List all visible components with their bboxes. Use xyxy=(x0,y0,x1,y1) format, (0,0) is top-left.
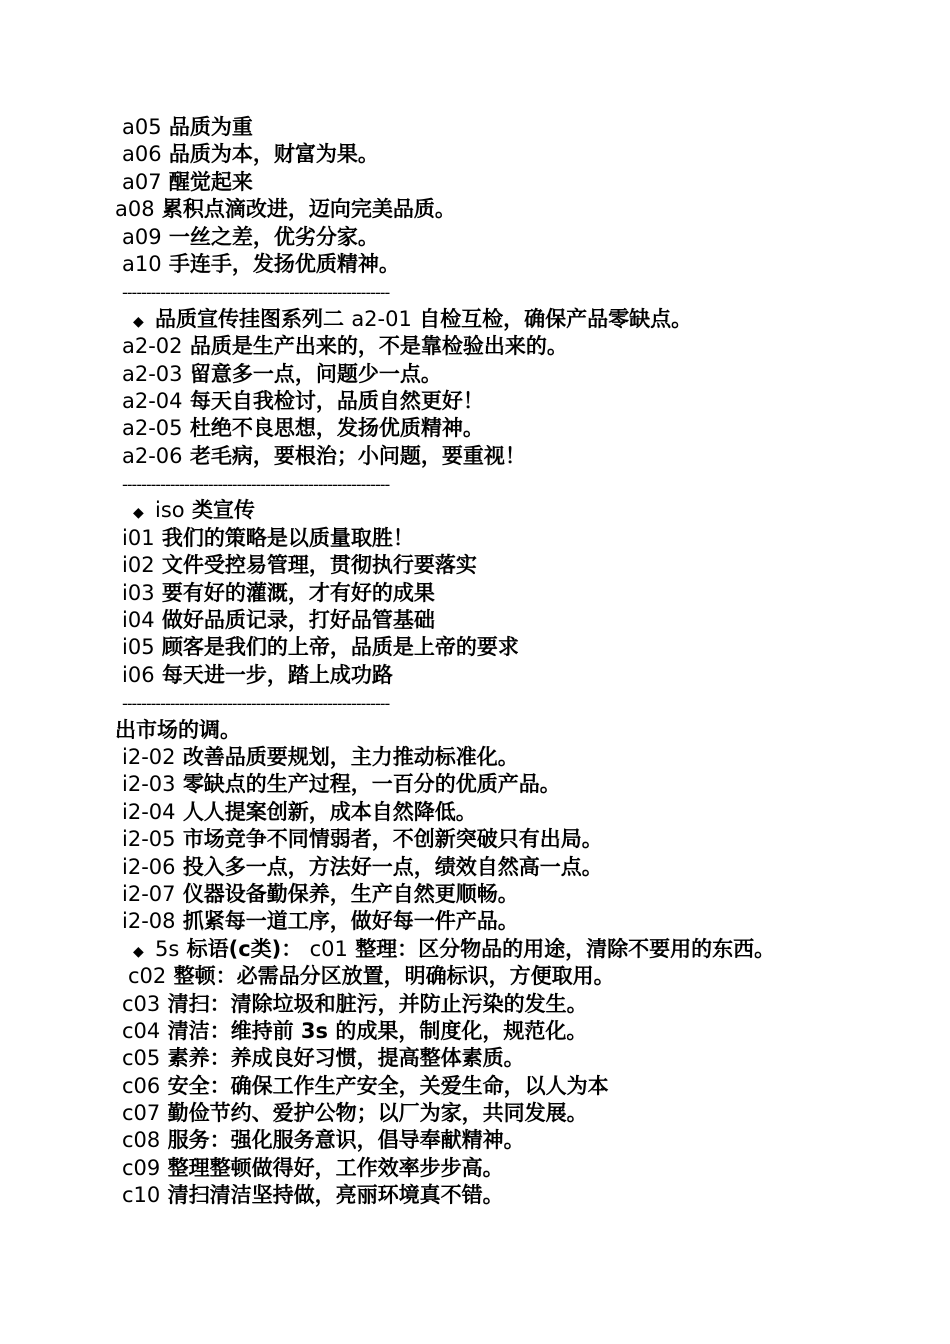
slogan-code: a08 xyxy=(115,197,155,222)
slogan-code: a2-05 xyxy=(122,416,183,441)
slogan-text: 顾客是我们的上帝，品质是上帝的要求 xyxy=(161,635,519,660)
slogan-code: 5s xyxy=(155,936,180,961)
slogan-code: c08 xyxy=(122,1128,161,1153)
slogan-text: 留意多一点，问题少一点。 xyxy=(189,361,442,386)
slogan-code: a10 xyxy=(122,251,162,276)
slogan-text: 醒觉起来 xyxy=(168,169,253,194)
slogan-text: 做好品质记录，打好品管基础 xyxy=(161,608,435,633)
slogan-line xyxy=(0,141,950,168)
slogan-text: 每天进一步，踏上成功路 xyxy=(161,662,393,687)
slogan-code: i03 xyxy=(122,580,155,605)
slogan-line xyxy=(0,196,950,223)
slogan-text: 整理整顿做得好，工作效率步步高。 xyxy=(167,1155,504,1180)
slogan-line xyxy=(0,607,950,634)
slogan-text: 杜绝不良思想，发扬优质精神。 xyxy=(189,416,484,441)
slogan-text: 每天自我检讨，品质自然更好！ xyxy=(189,388,484,413)
slogan-code: i2-02 xyxy=(122,744,176,769)
slogan-text: 整理：区分物品的用途，清除不要用的东西。 xyxy=(355,936,776,961)
slogan-line xyxy=(0,1127,950,1154)
slogan-text: 自检互检，确保产品零缺点。 xyxy=(419,306,693,331)
slogan-code: i2-04 xyxy=(122,799,176,824)
slogan-text: 品质是生产出来的，不是靠检验出来的。 xyxy=(189,334,568,359)
slogan-line xyxy=(0,525,950,552)
slogan-line xyxy=(0,1182,950,1209)
slogan-code: iso xyxy=(155,498,185,523)
slogan-code: i2-06 xyxy=(122,854,176,879)
slogan-code: i05 xyxy=(122,635,155,660)
slogan-line xyxy=(0,169,950,196)
slogan-line xyxy=(0,826,950,853)
slogan-text: 抓紧每一道工序，做好每一件产品。 xyxy=(182,909,519,934)
slogan-code: c06 xyxy=(122,1073,161,1098)
slogan-line xyxy=(0,908,950,935)
slogan-text: 安全：确保工作生产安全，关爱生命，以人为本 xyxy=(167,1073,609,1098)
diamond-bullet-icon: ◆ xyxy=(133,313,144,330)
separator-line xyxy=(0,278,950,305)
slogan-code: a05 xyxy=(122,115,162,139)
slogan-line xyxy=(0,1100,950,1127)
slogan-code: c07 xyxy=(122,1101,161,1126)
slogan-text: 要有好的灌溉，才有好的成果 xyxy=(161,580,435,605)
slogan-code: c02 xyxy=(128,964,167,989)
slogan-line xyxy=(0,1073,950,1100)
slogan-text: 我们的策略是以质量取胜！ xyxy=(161,525,414,550)
slogan-code: c09 xyxy=(122,1155,161,1180)
slogan-code: i2-08 xyxy=(122,909,176,934)
slogan-line xyxy=(0,1018,950,1045)
slogan-text: 标语(c类)： xyxy=(186,936,303,961)
slogan-line xyxy=(0,580,950,607)
slogan-text: 勤俭节约、爱护公物；以厂为家，共同发展。 xyxy=(167,1101,588,1126)
diamond-bullet-icon: ◆ xyxy=(133,505,144,522)
slogan-line xyxy=(0,388,950,415)
slogan-text: 市场竞争不同情弱者，不创新突破只有出局。 xyxy=(182,827,603,852)
slogan-code: a09 xyxy=(122,224,162,249)
slogan-text: 仪器设备勤保养，生产自然更顺畅。 xyxy=(182,881,519,906)
slogan-code: c03 xyxy=(122,991,161,1016)
slogan-code: i06 xyxy=(122,662,155,687)
document-page xyxy=(0,114,950,1210)
slogan-text: 服务：强化服务意识，倡导奉献精神。 xyxy=(167,1128,525,1153)
section-heading-line xyxy=(0,306,950,333)
slogan-line xyxy=(0,361,950,388)
separator-dashes: -------------------------------------------------------- xyxy=(122,475,390,495)
section-heading-line xyxy=(0,497,950,524)
separator-line xyxy=(0,470,950,497)
slogan-code: i02 xyxy=(122,553,155,578)
slogan-text: 文件受控易管理，贯彻执行要落实 xyxy=(161,553,477,578)
section-heading-line xyxy=(0,936,950,963)
slogan-text: 出市场的调。 xyxy=(115,717,241,742)
slogan-text: 清扫：清除垃圾和脏污，并防止污染的发生。 xyxy=(167,991,588,1016)
slogan-code: a07 xyxy=(122,169,162,194)
slogan-code: i2-03 xyxy=(122,772,176,797)
slogan-code: a2-03 xyxy=(122,361,183,386)
slogan-text: 品质宣传挂图系列二 xyxy=(155,306,344,331)
slogan-text: 人人提案创新，成本自然降低。 xyxy=(182,799,477,824)
slogan-line xyxy=(0,881,950,908)
slogan-line xyxy=(0,717,950,744)
slogan-code: c04 xyxy=(122,1018,161,1043)
separator-dashes: -------------------------------------------------------- xyxy=(122,283,390,303)
slogan-code: i2-07 xyxy=(122,881,176,906)
slogan-line xyxy=(0,991,950,1018)
slogan-line xyxy=(0,1155,950,1182)
slogan-line xyxy=(0,771,950,798)
slogan-text: 类宣传 xyxy=(191,498,255,523)
slogan-text: 清扫清洁坚持做，亮丽环境真不错。 xyxy=(167,1183,504,1208)
slogan-line xyxy=(0,963,950,990)
slogan-code: a2-01 xyxy=(351,306,412,331)
slogan-code: a2-06 xyxy=(122,443,183,468)
slogan-text: 一丝之差，优劣分家。 xyxy=(168,224,379,249)
slogan-line xyxy=(0,799,950,826)
slogan-line xyxy=(0,251,950,278)
diamond-bullet-icon: ◆ xyxy=(133,943,144,960)
slogan-text: 改善品质要规划，主力推动标准化。 xyxy=(182,744,519,769)
slogan-text: 老毛病，要根治；小问题，要重视！ xyxy=(189,443,526,468)
separator-line xyxy=(0,689,950,716)
slogan-line xyxy=(0,744,950,771)
slogan-line xyxy=(0,854,950,881)
slogan-text: 累积点滴改进，迈向完美品质。 xyxy=(161,197,456,222)
slogan-text: 投入多一点，方法好一点，绩效自然高一点。 xyxy=(182,854,603,879)
separator-dashes: -------------------------------------------------------- xyxy=(122,694,390,714)
slogan-text: 清洁：维持前 3s 的成果，制度化，规范化。 xyxy=(167,1018,588,1043)
slogan-text: 品质为重 xyxy=(168,115,253,139)
slogan-line xyxy=(0,415,950,442)
slogan-text: 手连手，发扬优质精神。 xyxy=(168,251,400,276)
slogan-code: c01 xyxy=(309,936,348,961)
slogan-line xyxy=(0,662,950,689)
slogan-line xyxy=(0,224,950,251)
slogan-line xyxy=(0,1045,950,1072)
slogan-code: c05 xyxy=(122,1046,161,1071)
slogan-line xyxy=(0,443,950,470)
slogan-code: a06 xyxy=(122,142,162,167)
slogan-line xyxy=(0,552,950,579)
slogan-code: a2-02 xyxy=(122,334,183,359)
slogan-code: i2-05 xyxy=(122,827,176,852)
slogan-text: 整顿：必需品分区放置，明确标识，方便取用。 xyxy=(173,964,615,989)
slogan-line xyxy=(0,114,950,141)
slogan-text: 零缺点的生产过程，一百分的优质产品。 xyxy=(182,772,561,797)
slogan-code: i01 xyxy=(122,525,155,550)
slogan-code: i04 xyxy=(122,608,155,633)
slogan-line xyxy=(0,333,950,360)
slogan-text: 品质为本，财富为果。 xyxy=(168,142,379,167)
slogan-text: 素养：养成良好习惯，提高整体素质。 xyxy=(167,1046,525,1071)
slogan-line xyxy=(0,634,950,661)
slogan-code: c10 xyxy=(122,1183,161,1208)
slogan-code: a2-04 xyxy=(122,388,183,413)
